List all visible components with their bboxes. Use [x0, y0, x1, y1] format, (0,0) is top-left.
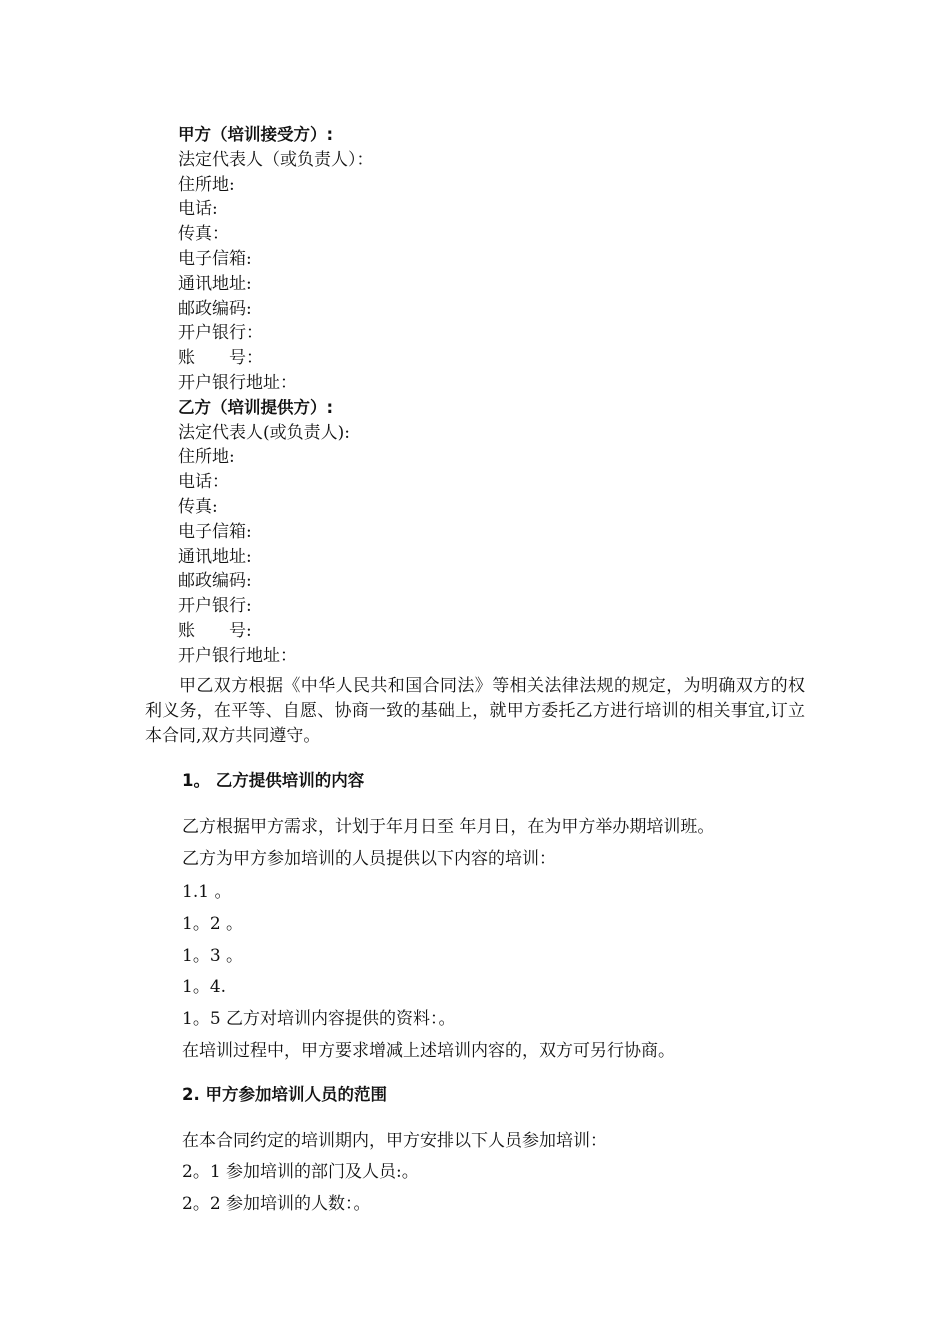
party-b-bank-address: 开户银行地址：	[178, 645, 297, 666]
party-info-block	[178, 123, 798, 669]
party-b-fax: 传真:	[178, 496, 218, 517]
section-2-item-2-1: 2。1 参加培训的部门及人员:。	[182, 1162, 419, 1182]
party-a-heading: 甲方（培训接受方）:	[178, 125, 334, 144]
party-b-email: 电子信箱:	[178, 521, 252, 542]
party-b-postal-code: 邮政编码:	[178, 571, 252, 592]
section-1-item-1-2: 1。2 。	[182, 914, 244, 934]
section-1-line-2: 乙方为甲方参加培训的人员提供以下内容的培训：	[182, 849, 556, 869]
section-2-title: 2. 甲方参加培训人员的范围	[182, 1085, 387, 1104]
section-1-item-1-4: 1。4.	[182, 977, 227, 997]
party-a-bank: 开户银行：	[178, 323, 263, 344]
section-1-line-1: 乙方根据甲方需求，计划于年月日至 年月日，在为甲方举办期培训班。	[182, 817, 715, 837]
party-a-email: 电子信箱:	[178, 248, 252, 269]
section-2-line-1: 在本合同约定的培训期内，甲方安排以下人员参加培训：	[182, 1131, 607, 1151]
party-b-legal-representative: 法定代表人(或负责人):	[178, 422, 350, 443]
party-b-phone: 电话：	[178, 472, 229, 493]
party-a-mailing-address: 通讯地址:	[178, 273, 252, 294]
party-b-mailing-address: 通讯地址:	[178, 546, 252, 567]
party-a-fax: 传真：	[178, 224, 229, 245]
party-b-heading: 乙方（培训提供方）:	[178, 397, 334, 417]
section-1-line-last: 在培训过程中，甲方要求增减上述培训内容的，双方可另行协商。	[182, 1041, 675, 1061]
party-a-bank-address: 开户银行地址：	[178, 372, 297, 393]
section-1-item-1-1: 1.1 。	[182, 882, 232, 902]
party-a-postal-code: 邮政编码:	[178, 298, 252, 319]
party-b-domicile: 住所地:	[178, 447, 235, 468]
party-a-domicile: 住所地:	[178, 174, 235, 195]
intro-paragraph: 甲乙双方根据《中华人民共和国合同法》等相关法律法规的规定，为明确双方的权利义务，在平等、自愿、协商一致的基础上，就甲方委托乙方进行培训的相关事宜,订立本合同,双方共同遵守。	[145, 676, 805, 746]
party-a-phone: 电话:	[178, 199, 218, 220]
section-1-title: 1。 乙方提供培训的内容	[182, 771, 365, 790]
section-1-item-1-3: 1。3 。	[182, 946, 244, 966]
section-2-item-2-2: 2。2 参加培训的人数：。	[182, 1194, 371, 1214]
party-a-legal-representative: 法定代表人（或负责人）：	[178, 149, 374, 170]
party-a-account: 账 号：	[178, 348, 263, 369]
section-1-item-1-5: 1。5 乙方对培训内容提供的资料：。	[182, 1009, 456, 1029]
party-b-bank: 开户银行:	[178, 596, 252, 617]
party-b-account: 账 号:	[178, 620, 252, 641]
